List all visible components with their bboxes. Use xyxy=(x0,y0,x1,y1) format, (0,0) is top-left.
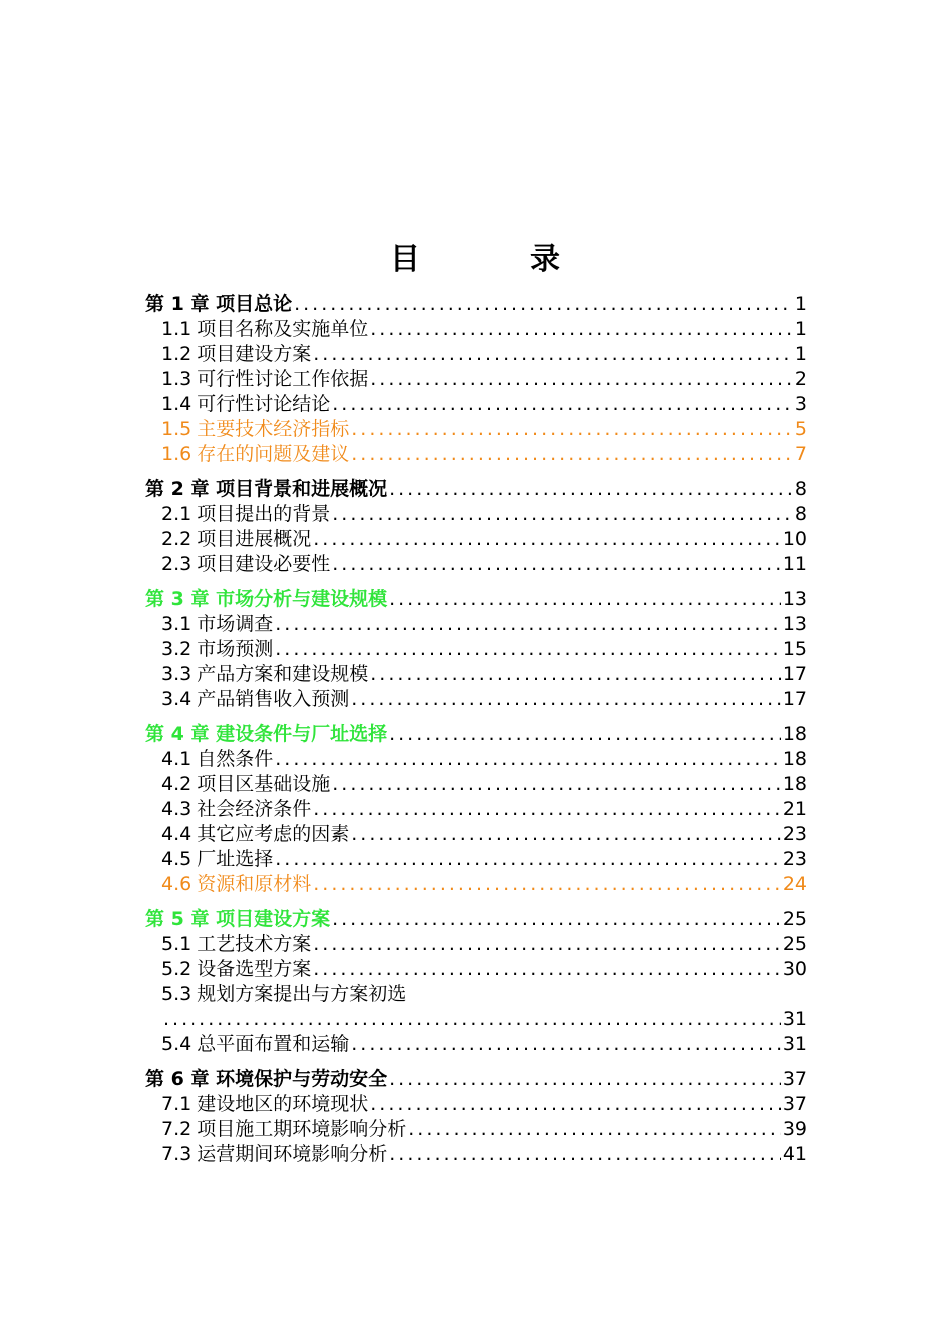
toc-page-number: 17 xyxy=(782,688,807,710)
toc-entry-label: 1.3 可行性讨论工作依据 xyxy=(161,368,369,390)
toc-leader-dots xyxy=(351,442,793,467)
toc-entry-label: 7.3 运营期间环境影响分析 xyxy=(161,1143,388,1165)
toc-entry-label: 第 3 章 市场分析与建设规模 xyxy=(145,588,388,610)
toc-entry-label: 5.3 规划方案提出与方案初选 xyxy=(161,983,407,1005)
toc-page-number: 24 xyxy=(782,873,807,895)
toc-leader-dots xyxy=(332,907,781,932)
toc-entry[interactable] xyxy=(145,1117,807,1142)
toc-leader-dots xyxy=(275,847,781,872)
toc-entry-label: 1.1 项目名称及实施单位 xyxy=(161,318,369,340)
toc-page-number: 10 xyxy=(782,528,807,550)
toc-leader-dots xyxy=(408,1117,781,1142)
toc-entry[interactable] xyxy=(145,1092,807,1117)
toc-entry-label: 第 4 章 建设条件与厂址选择 xyxy=(145,723,388,745)
toc-page-number: 13 xyxy=(782,613,807,635)
toc-page-number: 13 xyxy=(782,588,807,610)
toc-leader-dots xyxy=(389,477,793,502)
toc-entry[interactable] xyxy=(145,1032,807,1057)
toc-entry-label: 1.2 项目建设方案 xyxy=(161,343,312,365)
toc-leader-dots xyxy=(163,1007,781,1032)
toc-entry-label: 1.4 可行性讨论结论 xyxy=(161,393,331,415)
toc-entry-label: 4.5 厂址选择 xyxy=(161,848,274,870)
toc-page-number: 8 xyxy=(794,478,807,500)
toc-chapter-entry[interactable] xyxy=(145,291,807,317)
toc-entry-label: 1.6 存在的问题及建议 xyxy=(161,443,350,465)
toc-chapter-entry[interactable] xyxy=(145,1066,807,1092)
toc-page-number: 18 xyxy=(782,723,807,745)
toc-entry[interactable] xyxy=(145,982,807,1007)
toc-leader-dots xyxy=(370,317,793,342)
toc-page-number: 30 xyxy=(782,958,807,980)
toc-entry[interactable] xyxy=(145,772,807,797)
toc-entry[interactable] xyxy=(145,612,807,637)
toc-leader-dots xyxy=(370,367,793,392)
toc-leader-dots xyxy=(389,1142,781,1167)
toc-page-number: 21 xyxy=(782,798,807,820)
toc-entry-label: 4.6 资源和原材料 xyxy=(161,873,312,895)
toc-leader-dots xyxy=(332,552,781,577)
toc-entry-label: 2.2 项目进展概况 xyxy=(161,528,312,550)
toc-entry-label: 第 1 章 项目总论 xyxy=(145,293,293,315)
toc-page-number: 39 xyxy=(782,1118,807,1140)
toc-leader-dots xyxy=(275,637,781,662)
toc-entry-label: 第 2 章 项目背景和进展概况 xyxy=(145,478,388,500)
toc-leader-dots xyxy=(351,822,781,847)
toc-entry[interactable] xyxy=(145,872,807,897)
toc-entry-label: 4.3 社会经济条件 xyxy=(161,798,312,820)
toc-leader-dots xyxy=(351,687,781,712)
toc-leader-dots xyxy=(370,1092,781,1117)
toc-entry-label: 7.2 项目施工期环境影响分析 xyxy=(161,1118,407,1140)
toc-entry-label: 5.2 设备选型方案 xyxy=(161,958,312,980)
toc-page-number: 37 xyxy=(782,1068,807,1090)
toc-entry[interactable] xyxy=(145,342,807,367)
toc-page-number: 3 xyxy=(794,393,807,415)
page-title: 目 录 xyxy=(390,242,600,277)
toc-entry[interactable] xyxy=(145,552,807,577)
toc-entry[interactable] xyxy=(145,932,807,957)
toc-page-number: 1 xyxy=(794,318,807,340)
toc-leader-dots xyxy=(313,797,781,822)
toc-page-number: 15 xyxy=(782,638,807,660)
toc-leader-dots xyxy=(389,722,781,747)
toc-entry[interactable] xyxy=(145,662,807,687)
toc-entry[interactable] xyxy=(145,502,807,527)
toc-leader-dots xyxy=(389,587,781,612)
toc-entry-label: 7.1 建设地区的环境现状 xyxy=(161,1093,369,1115)
toc-entry[interactable] xyxy=(145,442,807,467)
toc-leader-dots xyxy=(313,872,781,897)
toc-leader-dots xyxy=(313,527,781,552)
toc-entry[interactable] xyxy=(145,747,807,772)
toc-page-number: 7 xyxy=(794,443,807,465)
toc-entry-label: 3.4 产品销售收入预测 xyxy=(161,688,350,710)
toc-leader-dots xyxy=(370,662,781,687)
toc-entry[interactable] xyxy=(145,822,807,847)
toc-chapter-entry[interactable] xyxy=(145,721,807,747)
toc-page-number: 17 xyxy=(782,663,807,685)
toc-entry[interactable] xyxy=(145,527,807,552)
toc-entry-label: 第 5 章 项目建设方案 xyxy=(145,908,331,930)
toc-page-number: 1 xyxy=(794,293,807,315)
toc-page-number: 31 xyxy=(782,1008,807,1030)
toc-page-number: 25 xyxy=(782,933,807,955)
toc-page-number: 23 xyxy=(782,823,807,845)
toc-entry[interactable] xyxy=(145,417,807,442)
toc-page-number: 1 xyxy=(794,343,807,365)
toc-entry-continuation[interactable] xyxy=(145,1007,807,1032)
toc-entry-label: 3.2 市场预测 xyxy=(161,638,274,660)
toc-entry-label: 4.2 项目区基础设施 xyxy=(161,773,331,795)
toc-leader-dots xyxy=(332,772,781,797)
toc-leader-dots xyxy=(313,932,781,957)
toc-page-number: 41 xyxy=(782,1143,807,1165)
toc-leader-dots xyxy=(313,342,793,367)
toc-entry-label: 1.5 主要技术经济指标 xyxy=(161,418,350,440)
toc-leader-dots xyxy=(275,747,781,772)
toc-chapter-entry[interactable] xyxy=(145,906,807,932)
toc-leader-dots xyxy=(332,502,793,527)
toc-leader-dots xyxy=(313,957,781,982)
toc-entry-label: 3.3 产品方案和建设规模 xyxy=(161,663,369,685)
toc-leader-dots xyxy=(275,612,781,637)
toc-entry-label: 4.1 自然条件 xyxy=(161,748,274,770)
toc-entry-label: 5.4 总平面布置和运输 xyxy=(161,1033,350,1055)
toc-entry-label: 第 6 章 环境保护与劳动安全 xyxy=(145,1068,388,1090)
toc-leader-dots xyxy=(351,1032,781,1057)
toc-entry[interactable] xyxy=(145,637,807,662)
toc-leader-dots xyxy=(389,1067,781,1092)
toc-page-number: 25 xyxy=(782,908,807,930)
toc-page-number: 31 xyxy=(782,1033,807,1055)
toc-leader-dots xyxy=(294,292,793,317)
toc-page-number: 37 xyxy=(782,1093,807,1115)
toc-entry[interactable] xyxy=(145,1142,807,1167)
toc-chapter-entry[interactable] xyxy=(145,586,807,612)
toc-entry-label: 4.4 其它应考虑的因素 xyxy=(161,823,350,845)
table-of-contents xyxy=(145,291,807,1167)
toc-entry-label: 2.1 项目提出的背景 xyxy=(161,503,331,525)
toc-entry[interactable] xyxy=(145,957,807,982)
toc-entry[interactable] xyxy=(145,687,807,712)
toc-page-number: 18 xyxy=(782,748,807,770)
toc-entry[interactable] xyxy=(145,797,807,822)
toc-entry[interactable] xyxy=(145,847,807,872)
toc-page-number: 23 xyxy=(782,848,807,870)
toc-chapter-entry[interactable] xyxy=(145,476,807,502)
toc-leader-dots xyxy=(332,392,793,417)
toc-entry[interactable] xyxy=(145,317,807,342)
toc-page-number: 11 xyxy=(782,553,807,575)
toc-entry-label: 2.3 项目建设必要性 xyxy=(161,553,331,575)
toc-entry[interactable] xyxy=(145,367,807,392)
toc-entry-label: 5.1 工艺技术方案 xyxy=(161,933,312,955)
toc-page-number: 8 xyxy=(794,503,807,525)
toc-page-number: 18 xyxy=(782,773,807,795)
toc-page-number: 2 xyxy=(794,368,807,390)
toc-leader-dots xyxy=(351,417,793,442)
toc-entry-label: 3.1 市场调查 xyxy=(161,613,274,635)
toc-entry[interactable] xyxy=(145,392,807,417)
toc-page-number: 5 xyxy=(794,418,807,440)
